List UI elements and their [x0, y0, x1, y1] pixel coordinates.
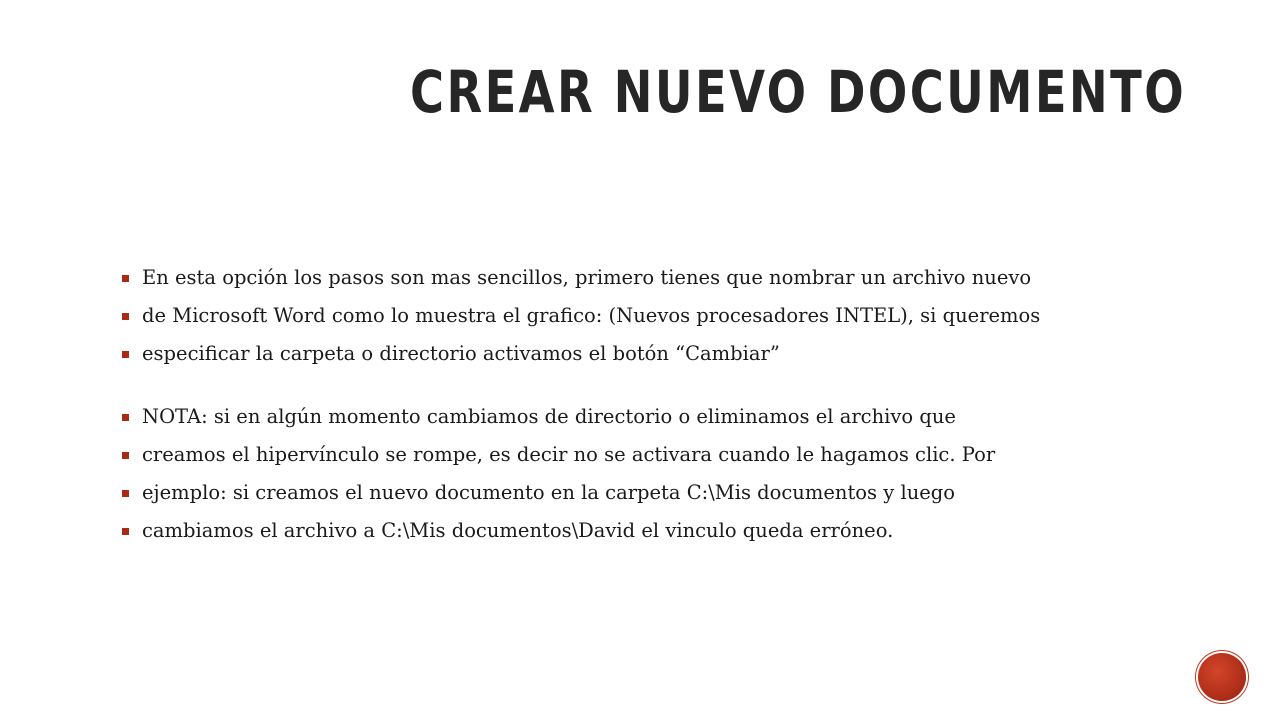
bullet-list	[120, 266, 1150, 557]
square-bullet-icon	[122, 313, 129, 320]
list-item	[120, 519, 1150, 543]
square-bullet-icon	[122, 414, 129, 421]
list-item	[120, 304, 1150, 328]
bullet-text: de Microsoft Word como lo muestra el grafico: (Nuevos procesadores INTEL), si queremos	[142, 304, 1041, 327]
bullet-text: NOTA: si en algún momento cambiamos de directorio o eliminamos el archivo que	[142, 405, 956, 428]
list-item	[120, 266, 1150, 290]
bullet-text: especificar la carpeta o directorio activamos el botón “Cambiar”	[142, 342, 780, 365]
list-item	[120, 443, 1150, 467]
red-circle-button-icon[interactable]	[1198, 653, 1246, 701]
square-bullet-icon	[122, 490, 129, 497]
square-bullet-icon	[122, 452, 129, 459]
bullet-text: En esta opción los pasos son mas sencillos, primero tienes que nombrar un archivo nuevo	[142, 266, 1032, 289]
bullet-text: ejemplo: si creamos el nuevo documento en la carpeta C:\Mis documentos y luego	[142, 481, 956, 504]
list-item	[120, 405, 1150, 429]
list-item	[120, 481, 1150, 505]
bullet-text: cambiamos el archivo a C:\Mis documentos\David el vinculo queda erróneo.	[142, 519, 894, 542]
slide-title: CREAR NUEVO DOCUMENTO	[410, 58, 1187, 126]
square-bullet-icon	[122, 528, 129, 535]
bullet-text: creamos el hipervínculo se rompe, es decir no se activara cuando le hagamos clic. Por	[142, 443, 996, 466]
square-bullet-icon	[122, 351, 129, 358]
list-item	[120, 342, 1150, 366]
square-bullet-icon	[122, 275, 129, 282]
